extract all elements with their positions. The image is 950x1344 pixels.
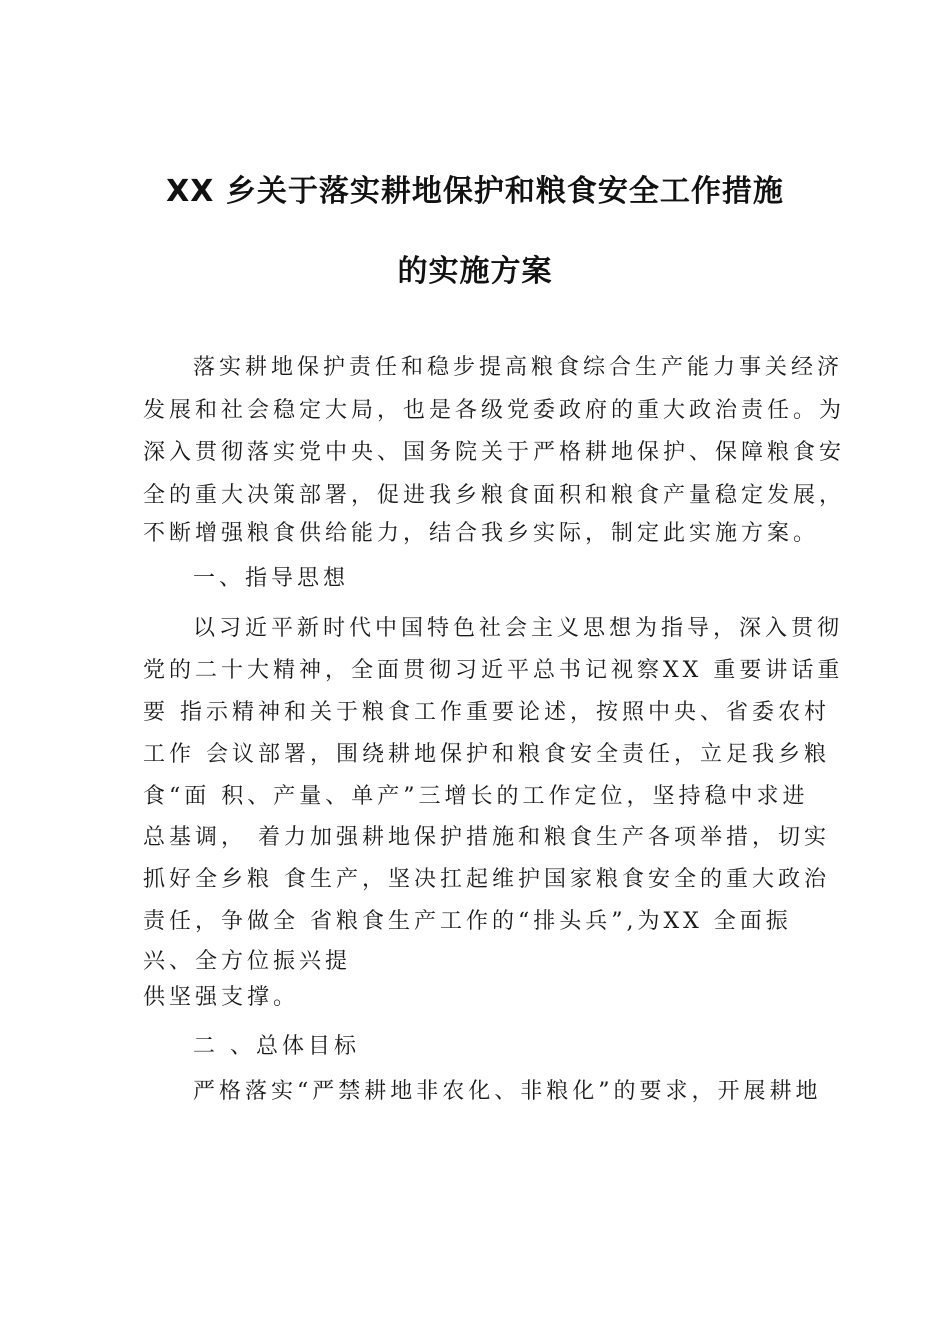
section1-line: 食“面 积、产量、单产”三增长的工作定位，坚持稳中求进	[143, 784, 809, 809]
section1-line: 责任，争做全 省粮食生产工作的“排头兵”,为XX 全面振	[143, 909, 792, 934]
section1-line: 要 指示精神和关于粮食工作重要论述，按照中央、省委农村	[143, 700, 830, 725]
section1-line: 供坚强支撑。	[143, 985, 300, 1010]
section1-line: 党的二十大精神，全面贯彻习近平总书记视察XX 重要讲话重	[143, 658, 844, 683]
intro-line: 深入贯彻落实党中央、国务院关于严格耕地保护、保障粮食安	[143, 440, 846, 465]
intro-line: 全的重大决策部署，促进我乡粮食面积和粮食产量稳定发展，	[143, 483, 846, 508]
section1-line: 工作 会议部署，围绕耕地保护和粮食安全责任，立足我乡粮	[143, 742, 830, 767]
intro-line: 不断增强粮食供给能力，结合我乡实际，制定此实施方案。	[143, 521, 820, 546]
document-title-line-1: XX 乡关于落实耕地保护和粮食安全工作措施	[166, 174, 784, 209]
section1-line: 抓好全乡粮 食生产，坚决扛起维护国家粮食安全的重大政治	[143, 867, 830, 892]
section-heading-overall-goal: 二 、总体目标	[193, 1034, 360, 1059]
section2-line: 严格落实“严禁耕地非农化、非粮化”的要求，开展耕地	[193, 1079, 822, 1104]
intro-line: 落实耕地保护责任和稳步提高粮食综合生产能力事关经济	[193, 355, 844, 380]
section-heading-guiding-ideology: 一、指导思想	[193, 566, 350, 591]
section1-line: 总基调， 着力加强耕地保护措施和粮食生产各项举措，切实	[143, 825, 830, 850]
section1-line: 兴、全方位振兴提	[143, 949, 352, 974]
intro-line: 发展和社会稳定大局，也是各级党委政府的重大政治责任。为	[143, 398, 846, 423]
document-title-line-2: 的实施方案	[397, 254, 553, 289]
section1-line: 以习近平新时代中国特色社会主义思想为指导，深入贯彻	[193, 616, 844, 641]
